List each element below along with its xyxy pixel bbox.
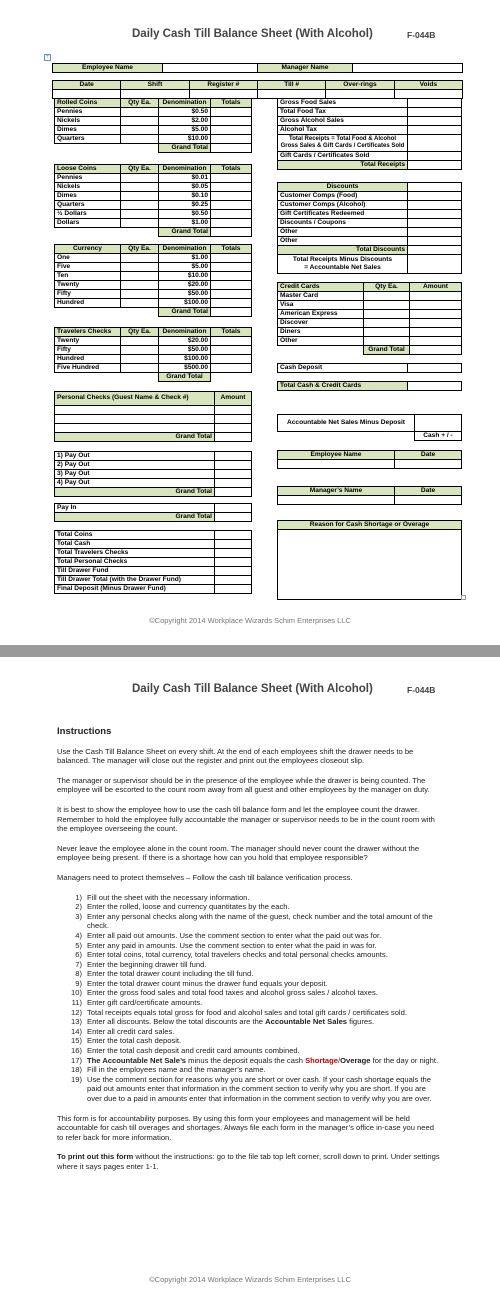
table-row: Other [278, 237, 462, 246]
table-row: Total Food Tax [278, 108, 462, 117]
table-row: Dollars $1.00 [55, 219, 252, 228]
employee-signoff-name-field[interactable] [278, 460, 395, 469]
form-id: F-044B [407, 30, 436, 40]
employee-name-field[interactable] [163, 64, 258, 73]
cash-deposit-table: Cash Deposit [277, 363, 462, 373]
instructions: Instructions Use the Cash Till Balance Sheet on every shift. At the end of each employees shift the drawer needs to be balanced. The manager will close out the register and print out the employees closeout slip. The manager or supervisor should be in the presence of the employee while the drawer is being counted. The employee will be escorted to the count room away from all guest and other employees by the manager on duty. It is best to show the employee how to use the cash till balance form and let the employee count the drawer. Remember to hold the employee fully accountable the manager or supervisor needs to be in the count room with the employee overseeing the count. Never leave the employee alone in the count room. The manager should never count the drawer without the employee being present. If there is a shortage how can you hold that employee responsible? Managers need to protect themselves – Follow the cash till balance verification process. 1) Fill out the sheet with the necessary information. 2) Enter the rolled, loose and currency quantitates by the each. 3) Enter any personal checks along with the name of the guest, check number and the total amount of the check. 4) Enter all paid out amounts. Use the comment section to enter what the paid out was for. 5) Enter any paid in amounts. Use the comment section to enter what the paid in was for. 6) Enter total coins, total currency, total travelers checks and total personal checks amounts. 7) Enter the beginning drawer till fund. 8) Enter the total drawer count including the till fund. 9) Enter the total drawer count minus the drawer fund equals your deposit. 10) Enter the gross food sales and total food taxes and alcohol gross sales / alcohol taxes. 11) Enter gift card/certificate amounts. 12) Total receipts equals total gross for food and alcohol sales and total gift cards / certificates sold. 13) Enter all discounts. Below the total discounts are the Accountable Net Sales figures. 14) Enter all credit card sales. 15) Enter the total cash deposit. 16) Enter the total cash deposit and credit card amounts combined. 17) The Accountable Net Sale’s minus the deposit equals the cash Shortage/Overage for the day or night. 18) Fill in the employees name and the manager’s name. 19) Use the comment section for reasons why you are short or over cash. If your cash shortage equals the paid out amounts enter that information in the comment section to verify why you are short. If you are over due to a paid in amounts enter that information in the comment section to verify why you are over. This form is for accountability purposes. By using this form your employees and management will be held accountable for cash till overages and shortages. Always file each form in the manager’s office in-case you need to refer back for more information. To print out this form without the instructions: go to the file tab top left corner, scroll down to print. Under settings where it says pages enter 1-1. [57, 727, 442, 1182]
table-row: Diners [278, 328, 462, 337]
manager-signoff-date-field[interactable] [395, 496, 462, 505]
table-resize-handle-icon[interactable] [461, 595, 466, 600]
table-row: Pennies $0.50 [55, 108, 252, 117]
table-row: Nickels $0.05 [55, 183, 252, 192]
table-row: Gift Cards / Certificates Sold [278, 152, 462, 161]
table-row: Quarters $0.25 [55, 201, 252, 210]
copyright: ©Copyright 2014 Workplace Wizards Schim Enterprises LLC [149, 616, 351, 625]
table-row: Other [278, 228, 462, 237]
list-item: 8) Enter the total drawer count including the till fund. [75, 969, 254, 979]
table-row: Visa [278, 301, 462, 310]
table-row: Gross Alcohol Sales [278, 117, 462, 126]
table-row: 1) Pay Out [55, 452, 252, 461]
table-row: Discounts / Coupons [278, 219, 462, 228]
table-row [55, 424, 252, 433]
table-row: Hundred $100.00 [55, 299, 252, 308]
table-row: 2) Pay Out [55, 461, 252, 470]
form-id: F-044B [407, 685, 436, 695]
table-row: Total Travelers Checks [55, 549, 252, 558]
list-item: 18) Fill in the employees name and the manager’s name. [71, 1065, 266, 1075]
table-row: Customer Comps (Alcohol) [278, 201, 462, 210]
total-cash-credit-table: Total Cash & Credit Cards [277, 381, 462, 391]
manager-name-field[interactable] [353, 64, 463, 73]
table-row: Dimes $5.00 [55, 126, 252, 135]
manager-signoff-name-field[interactable] [278, 496, 395, 505]
list-item: 9) Enter the total drawer count minus the drawer fund equals your deposit. [75, 978, 328, 988]
list-item: 11) Enter gift card/certificate amounts. [71, 998, 203, 1008]
table-row: Hundred $100.00 [55, 355, 252, 364]
table-row: Fifty $50.00 [55, 290, 252, 299]
table-row: Dimes $0.10 [55, 192, 252, 201]
page-2: Daily Cash Till Balance Sheet (With Alcohol) F-044B Instructions Use the Cash Till Balance Sheet on every shift. At the end of each employees shift the drawer needs to be balanced. The manager will close out the register and print out the employees closeout slip. The manager or supervisor should be in the presence of the employee while the drawer is being counted. The employee will be escorted to the count room away from all guest and other employees by the manager on duty. It is best to show the employee how to use the cash till balance form and let the employee count the drawer. Remember to hold the employee fully accountable the manager or supervisor needs to be in the count room with the employee overseeing the count. Never leave the employee alone in the count room. The manager should never count the drawer without the employee being present. If there is a shortage how can you hold that employee responsible? Managers need to protect themselves – Follow the cash till balance verification process. 1) Fill out the sheet with the necessary information. 2) Enter the rolled, loose and currency quantitates by the each. 3) Enter any personal checks along with the name of the guest, check number and the total amount of the check. 4) Enter all paid out amounts. Use the comment section to enter what the paid out was for. 5) Enter any paid in amounts. Use the comment section to enter what the paid in was for. 6) Enter total coins, total currency, total travelers checks and total personal checks amounts. 7) Enter the beginning drawer till fund. 8) Enter the total drawer count including the till fund. 9) Enter the total drawer count minus the drawer fund equals your deposit. 10) Enter the gross food sales and total food taxes and alcohol gross sales / alcohol taxes. 11) Enter gift card/certificate amounts. 12) Total receipts equals total gross for food and alcohol sales and total gift cards / certificates sold. 13) Enter all discounts. Below the total discounts are the Accountable Net Sales figures. 14) Enter all credit card sales. 15) Enter the total cash deposit. 16) Enter the total cash deposit and credit card amounts combined. 17) The Accountable Net Sale’s minus the deposit equals the cash Shortage/Overage for the day or night. 18) Fill in the employees name and the manager’s name. 19) Use the comment section for reasons why you are short or over cash. If your cash shortage equals the paid out amounts enter that information in the comment section to verify why you are short. If you are over due to a paid in amounts enter that information in the comment section to verify why you are over. This form is for accountability purposes. By using this form your employees and management will be held accountable for cash till overages and shortages. Always file each form in the manager’s office in-case you need to refer back for more information. To print out this form without the instructions: go to the file tab top left corner, scroll down to print. Under settings where it says pages enter 1-1. ©Copyright 2014 Workplace Wizards Schim Enterprises LLC [0, 657, 500, 1306]
table-row: Final Deposit (Minus Drawer Fund) [55, 585, 252, 594]
list-item: 15) Enter the total cash deposit. [71, 1036, 182, 1046]
reason-field[interactable] [278, 530, 462, 600]
list-item: 4) Enter all paid out amounts. Use the comment section to enter what the paid out was for. [75, 930, 382, 940]
table-row: Ten $10.00 [55, 272, 252, 281]
travelers-checks-table: Travelers Checks Qty Ea. Denomination Totals Twenty $20.00 Fifty $50.00 Hundred $100.00 Five Hundred $500.00 Grand Total [54, 327, 252, 382]
table-row: Gross Food Sales [278, 99, 462, 108]
header-table: Employee Name Manager Name Date Shift Register # Till # Over-rings Voids [52, 63, 463, 99]
manager-signoff-table: Manager’s Name Date [277, 486, 462, 505]
list-item: 3) Enter any personal checks along with the name of the guest, check number and the total amount of the check. [75, 911, 433, 931]
page-separator [0, 645, 500, 657]
list-item: 17) The Accountable Net Sale’s minus the deposit equals the cash Shortage/Overage for the day or night. [71, 1055, 439, 1065]
instruction-steps [57, 893, 442, 1104]
table-row [55, 415, 252, 424]
table-row: Twenty $20.00 [55, 337, 252, 346]
discounts-table: Discounts Customer Comps (Food) Customer Comps (Alcohol) Gift Certificates Redeemed Discounts / Coupons Other Other Total Discounts Total Receipts Minus Discounts = Accountable Net Sales [277, 182, 462, 274]
table-row: Five Hundred $500.00 [55, 364, 252, 373]
pay-in-table: Pay In Grand Total [54, 503, 252, 522]
table-row: Five $5.00 [55, 263, 252, 272]
list-item: 7) Enter the beginning drawer till fund. [75, 959, 207, 969]
table-row: One $1.00 [55, 254, 252, 263]
instructions-heading: Instructions [57, 726, 112, 737]
credit-cards-table: Credit Cards Qty Ea. Amount Master Card Visa American Express Discover Diners Other Grand Total [277, 282, 462, 355]
loose-coins-table: Loose Coins Qty Ea. Denomination Totals Pennies $0.01 Nickels $0.05 Dimes $0.10 Quarters $0.25 ½ Dollars $0.50 Dollars $1.00 Grand Total [54, 164, 252, 237]
list-item: 10) Enter the gross food sales and total food taxes and alcohol gross sales / alcohol taxes. [71, 988, 378, 998]
table-row: Gift Certificates Redeemed [278, 210, 462, 219]
list-item: 12) Total receipts equals total gross for food and alcohol sales and total gift cards / certificates sold. [71, 1007, 407, 1017]
table-row: Total Personal Checks [55, 558, 252, 567]
list-item: 13) Enter all discounts. Below the total discounts are the Accountable Net Sales figures. [71, 1017, 375, 1027]
table-row: Quarters $10.00 [55, 135, 252, 144]
rolled-coins-table: Rolled Coins Qty Ea. Denomination Totals Pennies $0.50 Nickels $2.00 Dimes $5.00 Quarters $10.00 Grand Total [54, 98, 252, 153]
table-row: Discover [278, 319, 462, 328]
list-item: 1) Fill out the sheet with the necessary information. [75, 892, 250, 902]
table-row: Pennies $0.01 [55, 174, 252, 183]
personal-checks-table: Personal Checks (Guest Name & Check #) Amount Grand Total [54, 391, 252, 442]
table-row: Master Card [278, 292, 462, 301]
pay-out-table: 1) Pay Out 2) Pay Out 3) Pay Out 4) Pay Out Grand Total [54, 451, 252, 497]
print-note: To print out this form without the instructions: go to the file tab top left corner, scroll down to print. Under settings where it says pages enter 1-1. [57, 1152, 440, 1171]
reason-table: Reason for Cash Shortage or Overage [277, 520, 462, 600]
table-row: Pay In [55, 504, 252, 513]
summary-table [54, 530, 252, 594]
sales-table: Gross Food Sales Total Food Tax Gross Alcohol Sales Alcohol Tax Total Receipts = Total Food & Alcohol Gross Sales & Gift Cards / Certificates Sold Gift Cards / Certificates Sold Total Receipts [277, 98, 462, 170]
table-row: Till Drawer Total (with the Drawer Fund) [55, 576, 252, 585]
accountable-table: Accountable Net Sales Minus Deposit Cash + / - [277, 414, 462, 441]
table-row: Twenty $20.00 [55, 281, 252, 290]
table-row: Fifty $50.00 [55, 346, 252, 355]
page-1: Daily Cash Till Balance Sheet (With Alcohol) F-044B + Employee Name Manager Name Date Shift Register # Till # Over-rings Voids Rolled Coins Qty Ea. Denomination Totals Pennies $0.50 Nickels $2.00 Dimes $5.00 Quarters $10.00 Grand Total Loose Coins Qty Ea. Denomination Totals Pennies $0.01 Nickels $0.05 Dimes $0.10 Quarters $0.25 ½ Dollars $0.50 Dollars $1.00 Grand Total Currency Qty Ea. Denomination Totals One $1.00 Five $5.00 Ten $10.00 Twenty $20.00 Fifty $50.00 Hundred $100.00 Grand Total Travelers Checks Qty Ea. Denomination Totals Twenty $20.00 Fifty $50.00 Hundred $100.00 Five Hundred $500.00 Grand Total Personal Checks (Guest Name & Check #) Amount Grand Total 1) Pay Out 2) Pay Out 3) Pay Out 4) Pay Out Grand Total Pay In Grand Total Total Coins Total Cash Total Travelers Checks Total Personal Checks Till Drawer Fund Till Drawer Total (with the Drawer Fund) Final Deposit (Minus Drawer Fund) Gross Food Sales Total Food Tax Gross Alcohol Sales Alcohol Tax Total Receipts = Total Food & Alcohol Gross Sales & Gift Cards / Certificates Sold Gift Cards / Certificates Sold Total Receipts Discounts Customer Comps (Food) Customer Comps (Alcohol) Gift Certificates Redeemed Discounts / Coupons Other Other Total Discounts Total Receipts Minus Discounts = Accountable Net Sales Credit Cards Qty Ea. Amount Master Card Visa American Express Discover Diners Other Grand Total Cash Deposit Total Cash & Credit Cards Accountable Net Sales Minus Deposit Cash + / - Employee Name Date Manager’s Name Date Reason for Cash Shortage or Overage ©Copyright 2014 Workplace Wizards Schim Enterprises LLC [0, 0, 500, 645]
list-item: 6) Enter total coins, total currency, total travelers checks and total personal checks amounts. [75, 950, 388, 960]
table-row [55, 406, 252, 415]
table-row: ½ Dollars $0.50 [55, 210, 252, 219]
table-row: Alcohol Tax [278, 126, 462, 135]
copyright: ©Copyright 2014 Workplace Wizards Schim Enterprises LLC [149, 1275, 351, 1284]
employee-signoff-date-field[interactable] [395, 460, 462, 469]
table-row: Nickels $2.00 [55, 117, 252, 126]
list-item: 2) Enter the rolled, loose and currency quantitates by the each. [75, 902, 290, 912]
currency-table: Currency Qty Ea. Denomination Totals One $1.00 Five $5.00 Ten $10.00 Twenty $20.00 Fifty $50.00 Hundred $100.00 Grand Total [54, 244, 252, 317]
list-item: 16) Enter the total cash deposit and credit card amounts combined. [71, 1046, 300, 1056]
table-row: Total Cash [55, 540, 252, 549]
list-item: 19) Use the comment section for reasons why you are short or over cash. If your cash shortage equals the paid out amounts enter that information in the comment section to verify why you are short. If you are over due to a paid in amounts enter that information in the comment section to verify why you are over. [71, 1074, 432, 1103]
table-row: American Express [278, 310, 462, 319]
table-row: Total Coins [55, 531, 252, 540]
list-item: 5) Enter any paid in amounts. Use the comment section to enter what the paid in was for. [75, 940, 377, 950]
table-row: Other [278, 337, 462, 346]
table-row: Till Drawer Fund [55, 567, 252, 576]
table-row: 4) Pay Out [55, 479, 252, 488]
table-row: Customer Comps (Food) [278, 192, 462, 201]
table-row: 3) Pay Out [55, 470, 252, 479]
employee-signoff-table: Employee Name Date [277, 450, 462, 469]
list-item: 14) Enter all credit card sales. [71, 1026, 175, 1036]
table-move-handle-icon[interactable]: + [45, 54, 50, 60]
